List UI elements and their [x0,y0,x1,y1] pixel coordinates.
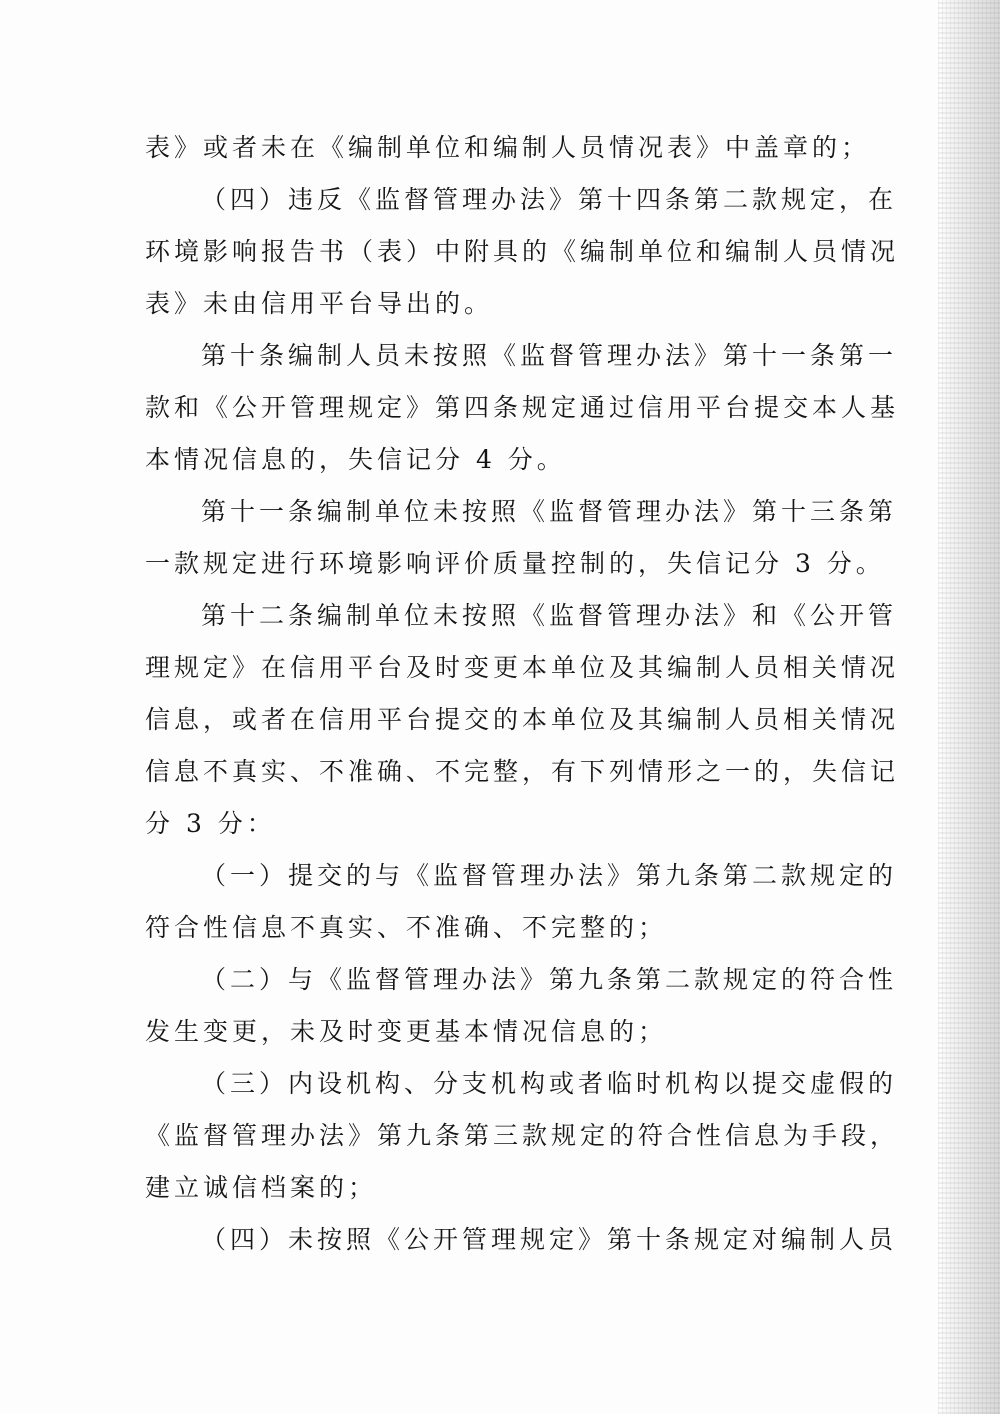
text-line: 信息不真实、不准确、不完整，有下列情形之一的，失信记 [145,757,900,786]
text-line: 《监督管理办法》第九条第三款规定的符合性信息为手段， [145,1121,900,1150]
scan-edge-shadow [938,0,1000,1414]
text-line: 表》未由信用平台导出的。 [145,289,494,318]
text-line: 第十条编制人员未按照《监督管理办法》第十一条第一 [201,341,898,370]
text-line: 符合性信息不真实、不准确、不完整的； [145,913,668,942]
text-line: 第十一条编制单位未按照《监督管理办法》第十三条第 [201,497,898,526]
text-line: （四）未按照《公开管理规定》第十条规定对编制人员 [201,1225,898,1254]
text-line: 建立诚信档案的； [145,1173,378,1202]
text-line: （一）提交的与《监督管理办法》第九条第二款规定的 [201,861,898,890]
text-line: 本情况信息的，失信记分 4 分。 [145,445,566,474]
text-line: 分 3 分： [145,809,276,838]
text-line: 款和《公开管理规定》第四条规定通过信用平台提交本人基 [145,393,900,422]
text-line: 表》或者未在《编制单位和编制人员情况表》中盖章的； [145,133,871,162]
text-line: 第十二条编制单位未按照《监督管理办法》和《公开管 [201,601,898,630]
text-line: 环境影响报告书（表）中附具的《编制单位和编制人员情况 [145,237,900,266]
text-line: 信息，或者在信用平台提交的本单位及其编制人员相关情况 [145,705,900,734]
text-line: （四）违反《监督管理办法》第十四条第二款规定，在 [201,185,898,214]
text-line: （三）内设机构、分支机构或者临时机构以提交虚假的 [201,1069,898,1098]
text-line: 理规定》在信用平台及时变更本单位及其编制人员相关情况 [145,653,900,682]
text-line: 发生变更，未及时变更基本情况信息的； [145,1017,668,1046]
text-line: 一款规定进行环境影响评价质量控制的，失信记分 3 分。 [145,549,885,578]
text-line: （二）与《监督管理办法》第九条第二款规定的符合性 [201,965,898,994]
document-body [145,122,900,1266]
